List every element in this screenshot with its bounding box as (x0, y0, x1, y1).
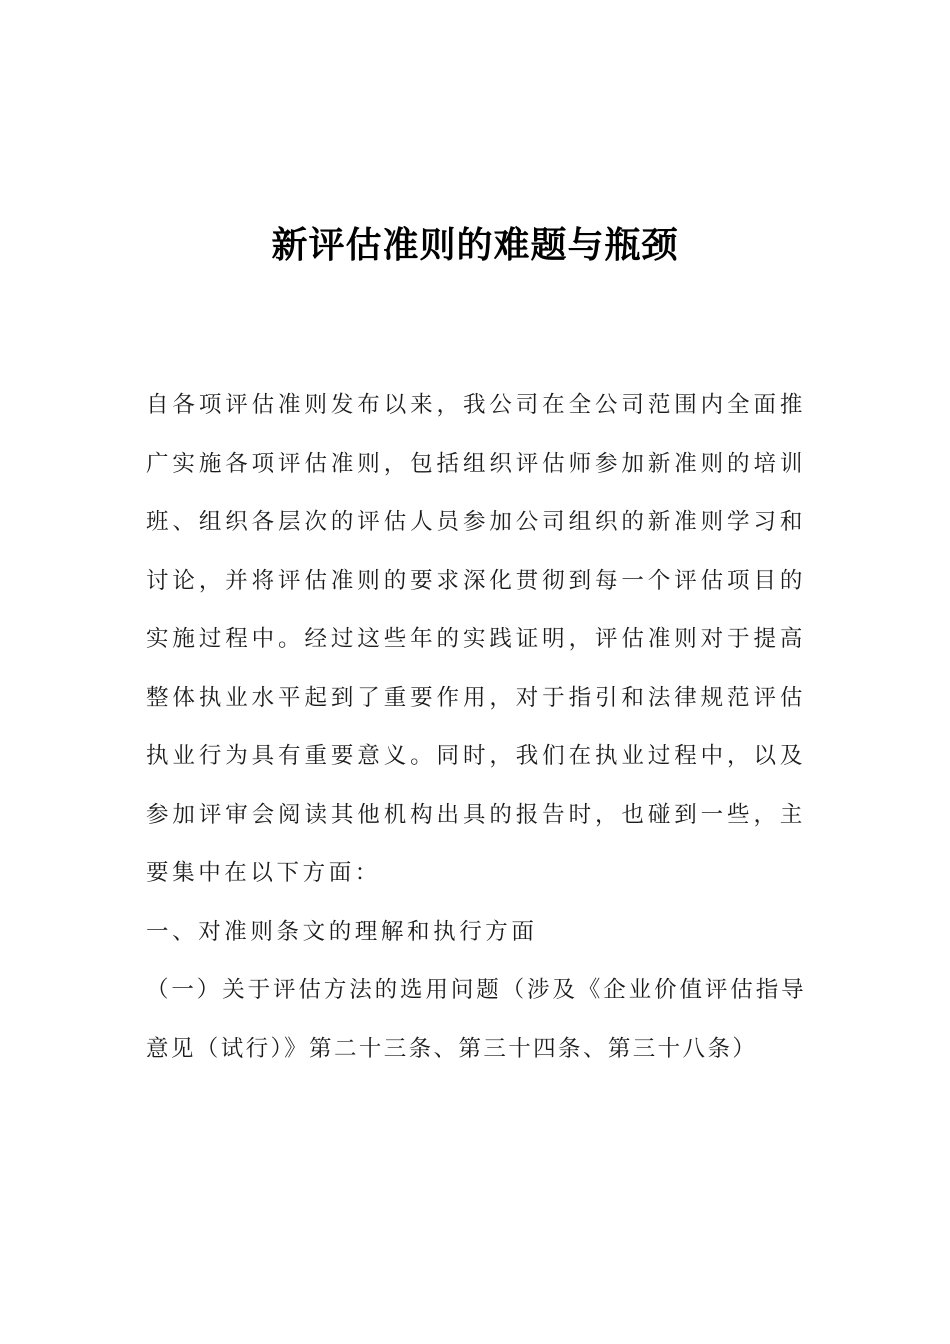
document-body (146, 376, 806, 1078)
document-title: 新评估准则的难题与瓶颈 (271, 225, 679, 266)
subsection-heading: （一）关于评估方法的选用问题（涉及《企业价值评估指导意见（试行）》第二十三条、第三十四条、第三十八条） (146, 977, 806, 1062)
body-paragraph: 自各项评估准则发布以来，我公司在全公司范围内全面推广实施各项评估准则，包括组织评估师参加新准则的培训班、组织各层次的评估人员参加公司组织的新准则学习和讨论，并将评估准则的要求深化贯彻到每一个评估项目的实施过程中。经过这些年的实践证明，评估准则对于提高整体执业水平起到了重要作用，对于指引和法律规范评估执业行为具有重要意义。同时，我们在执业过程中，以及参加评审会阅读其他机构出具的报告时，也碰到一些，主要集中在以下方面： (146, 392, 806, 886)
section-heading: 一、对准则条文的理解和执行方面 (146, 918, 538, 945)
